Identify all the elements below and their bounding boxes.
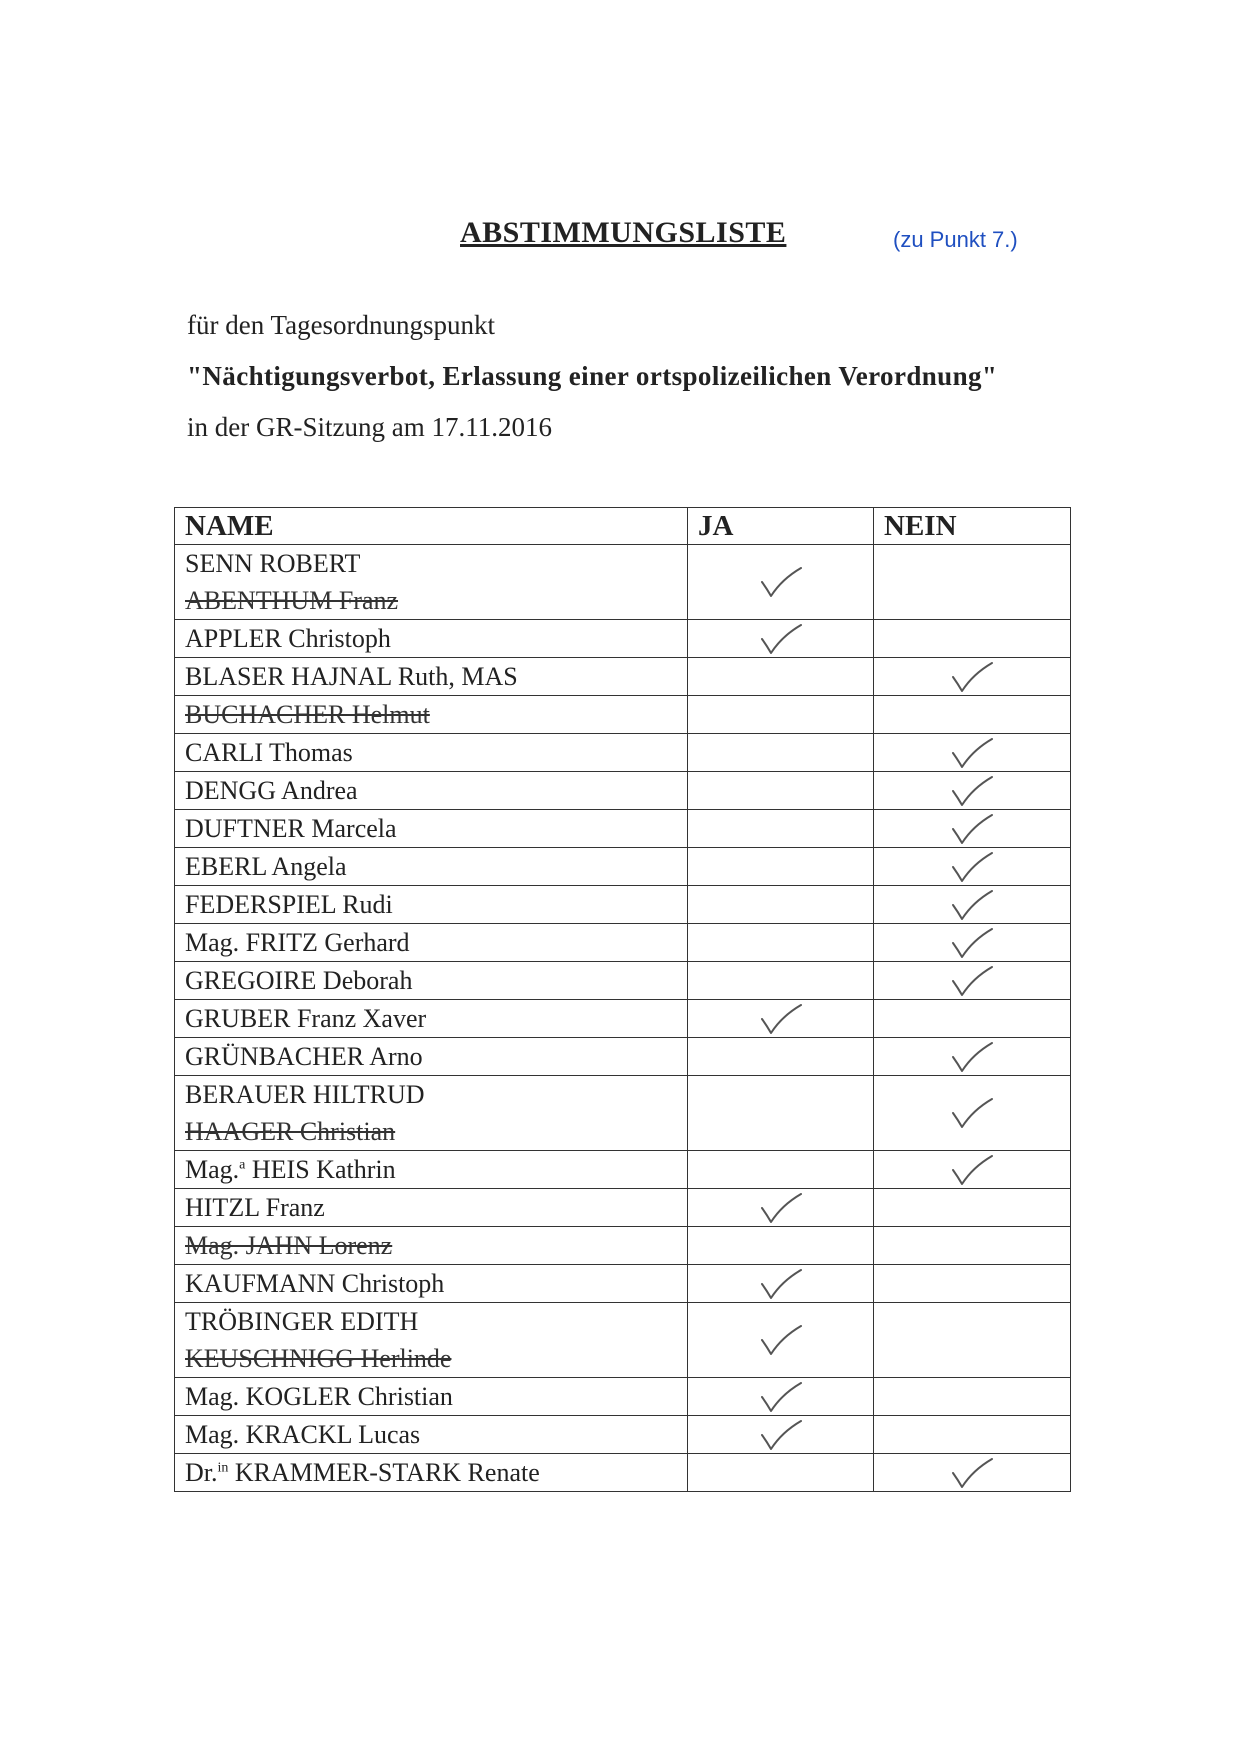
title-prefix: Dr. [185, 1458, 218, 1487]
vote-cell-nein [874, 1265, 1071, 1303]
member-name-cell [175, 734, 688, 772]
vote-cell-nein [874, 886, 1071, 924]
vote-cell-ja [688, 1076, 874, 1151]
struck-member-name [185, 1227, 687, 1264]
member-name [185, 658, 687, 695]
member-name-text: KRAMMER-STARK Renate [234, 1458, 540, 1487]
column-header-nein: NEIN [874, 508, 1071, 545]
table-row [175, 1265, 1071, 1303]
checkmark-icon [758, 1191, 804, 1225]
table-row [175, 772, 1071, 810]
member-name-cell [175, 1454, 688, 1492]
member-name-text: APPLER Christoph [185, 624, 391, 653]
vote-cell-ja [688, 848, 874, 886]
member-name [185, 772, 687, 809]
vote-cell-nein [874, 1000, 1071, 1038]
vote-cell-ja [688, 1454, 874, 1492]
checkmark-icon [949, 1040, 995, 1074]
member-name-text: BERAUER HILTRUD [185, 1080, 425, 1109]
member-name-text: Mag. JAHN Lorenz [185, 1231, 393, 1260]
member-name-cell [175, 696, 688, 734]
table-row [175, 658, 1071, 696]
member-name-cell [175, 545, 688, 620]
struck-member-name [185, 696, 687, 733]
checkmark-icon [949, 1096, 995, 1130]
member-name [185, 1076, 687, 1113]
vote-cell-nein [874, 1227, 1071, 1265]
vote-cell-ja [688, 696, 874, 734]
vote-cell-ja [688, 1038, 874, 1076]
title-superscript: in [217, 1460, 229, 1476]
table-row [175, 1151, 1071, 1189]
table-row [175, 620, 1071, 658]
vote-cell-ja [688, 1000, 874, 1038]
column-header-ja: JA [688, 508, 874, 545]
member-name-text: KAUFMANN Christoph [185, 1269, 445, 1298]
table-row [175, 1454, 1071, 1492]
member-name [185, 620, 687, 657]
member-name-cell [175, 848, 688, 886]
member-name-text: SENN ROBERT [185, 549, 361, 578]
member-name-text: BLASER HAJNAL Ruth, MAS [185, 662, 518, 691]
checkmark-icon [758, 565, 804, 599]
member-name-text: TRÖBINGER EDITH [185, 1307, 419, 1336]
member-name [185, 1265, 687, 1302]
member-name-text: EBERL Angela [185, 852, 347, 881]
checkmark-icon [949, 964, 995, 998]
table-row [175, 545, 1071, 620]
vote-cell-ja [688, 1378, 874, 1416]
member-name-cell [175, 886, 688, 924]
member-name-cell [175, 1151, 688, 1189]
table-row [175, 1227, 1071, 1265]
member-name-cell [175, 1189, 688, 1227]
member-name-cell [175, 620, 688, 658]
member-name-text: HEIS Kathrin [251, 1155, 396, 1184]
table-row [175, 1000, 1071, 1038]
vote-cell-ja [688, 810, 874, 848]
vote-cell-nein [874, 1076, 1071, 1151]
vote-cell-nein [874, 1038, 1071, 1076]
member-name [185, 1378, 687, 1415]
vote-cell-ja [688, 1416, 874, 1454]
vote-cell-nein [874, 962, 1071, 1000]
table-row [175, 886, 1071, 924]
vote-cell-nein [874, 924, 1071, 962]
vote-cell-nein [874, 1303, 1071, 1378]
agenda-topic: "Nächtigungsverbot, Erlassung einer ortspolizeilichen Verordnung" [187, 361, 998, 391]
vote-cell-ja [688, 962, 874, 1000]
table-row [175, 734, 1071, 772]
agenda-point-note: (zu Punkt 7.) [893, 227, 1018, 252]
table-row [175, 1416, 1071, 1454]
member-name [185, 810, 687, 847]
checkmark-icon [758, 1267, 804, 1301]
vote-cell-nein [874, 772, 1071, 810]
checkmark-icon [949, 850, 995, 884]
member-name [185, 1416, 687, 1453]
member-name-text: DENGG Andrea [185, 776, 358, 805]
table-row [175, 810, 1071, 848]
member-name-text: BUCHACHER Helmut [185, 700, 430, 729]
vote-cell-ja [688, 924, 874, 962]
vote-cell-ja [688, 886, 874, 924]
vote-cell-ja [688, 734, 874, 772]
checkmark-icon [758, 622, 804, 656]
member-name [185, 886, 687, 923]
page-title: ABSTIMMUNGSLISTE [460, 216, 787, 249]
member-name-cell [175, 658, 688, 696]
member-name [185, 924, 687, 961]
vote-cell-nein [874, 1454, 1071, 1492]
member-name-cell [175, 962, 688, 1000]
checkmark-icon [949, 812, 995, 846]
table-row [175, 1303, 1071, 1378]
column-header-name: NAME [175, 508, 688, 545]
table-row [175, 696, 1071, 734]
vote-table-header [175, 508, 1071, 545]
checkmark-icon [758, 1380, 804, 1414]
member-name-text: DUFTNER Marcela [185, 814, 397, 843]
vote-table [174, 507, 1071, 1492]
checkmark-icon [949, 736, 995, 770]
member-name-cell [175, 1416, 688, 1454]
vote-cell-ja [688, 1151, 874, 1189]
vote-table-body [175, 545, 1071, 1492]
member-name-cell [175, 1076, 688, 1151]
vote-cell-nein [874, 1151, 1071, 1189]
member-name [185, 1454, 687, 1491]
vote-cell-ja [688, 620, 874, 658]
checkmark-icon [758, 1418, 804, 1452]
member-name-cell [175, 772, 688, 810]
member-name-text: KEUSCHNIGG Herlinde [185, 1344, 452, 1373]
member-name-cell [175, 1038, 688, 1076]
vote-cell-nein [874, 1378, 1071, 1416]
vote-cell-ja [688, 1227, 874, 1265]
member-name-text: Mag. FRITZ Gerhard [185, 928, 410, 957]
vote-cell-ja [688, 1303, 874, 1378]
member-name-text: GREGOIRE Deborah [185, 966, 413, 995]
member-name [185, 545, 687, 582]
member-name-text: Mag. KRACKL Lucas [185, 1420, 421, 1449]
member-name [185, 848, 687, 885]
member-name [185, 962, 687, 999]
table-row [175, 1189, 1071, 1227]
vote-cell-ja [688, 1265, 874, 1303]
vote-cell-ja [688, 545, 874, 620]
vote-cell-ja [688, 772, 874, 810]
table-row [175, 1038, 1071, 1076]
member-name-text: ABENTHUM Franz [185, 586, 399, 615]
member-name [185, 1151, 687, 1188]
vote-cell-nein [874, 545, 1071, 620]
checkmark-icon [949, 888, 995, 922]
member-name-cell [175, 1265, 688, 1303]
member-name-text: GRUBER Franz Xaver [185, 1004, 427, 1033]
vote-cell-nein [874, 1416, 1071, 1454]
table-row [175, 924, 1071, 962]
member-name [185, 1038, 687, 1075]
struck-member-name [185, 1340, 687, 1377]
member-name [185, 1189, 687, 1226]
vote-cell-nein [874, 620, 1071, 658]
member-name-text: GRÜNBACHER Arno [185, 1042, 423, 1071]
vote-cell-nein [874, 1189, 1071, 1227]
vote-cell-ja [688, 1189, 874, 1227]
vote-cell-nein [874, 696, 1071, 734]
vote-cell-nein [874, 734, 1071, 772]
member-name-cell [175, 810, 688, 848]
member-name-cell [175, 1227, 688, 1265]
member-name [185, 1303, 687, 1340]
vote-cell-nein [874, 658, 1071, 696]
member-name-text: FEDERSPIEL Rudi [185, 890, 393, 919]
member-name-text: Mag. KOGLER Christian [185, 1382, 453, 1411]
table-row [175, 962, 1071, 1000]
member-name-cell [175, 924, 688, 962]
vote-cell-ja [688, 658, 874, 696]
checkmark-icon [949, 926, 995, 960]
session-date-text: in der GR-Sitzung am 17.11.2016 [187, 412, 552, 442]
vote-cell-nein [874, 848, 1071, 886]
struck-member-name [185, 582, 687, 619]
checkmark-icon [949, 660, 995, 694]
title-superscript: a [239, 1157, 246, 1173]
struck-member-name [185, 1113, 687, 1150]
checkmark-icon [758, 1002, 804, 1036]
checkmark-icon [949, 1153, 995, 1187]
member-name-text: HAAGER Christian [185, 1117, 396, 1146]
intro-text: für den Tagesordnungspunkt [187, 310, 496, 340]
checkmark-icon [758, 1323, 804, 1357]
vote-cell-nein [874, 810, 1071, 848]
member-name-text: CARLI Thomas [185, 738, 353, 767]
member-name-cell [175, 1303, 688, 1378]
checkmark-icon [949, 1456, 995, 1490]
member-name-text: HITZL Franz [185, 1193, 325, 1222]
member-name [185, 734, 687, 771]
member-name-cell [175, 1378, 688, 1416]
member-name [185, 1000, 687, 1037]
table-row [175, 1378, 1071, 1416]
title-prefix: Mag. [185, 1155, 240, 1184]
checkmark-icon [949, 774, 995, 808]
table-row [175, 1076, 1071, 1151]
member-name-cell [175, 1000, 688, 1038]
table-row [175, 848, 1071, 886]
